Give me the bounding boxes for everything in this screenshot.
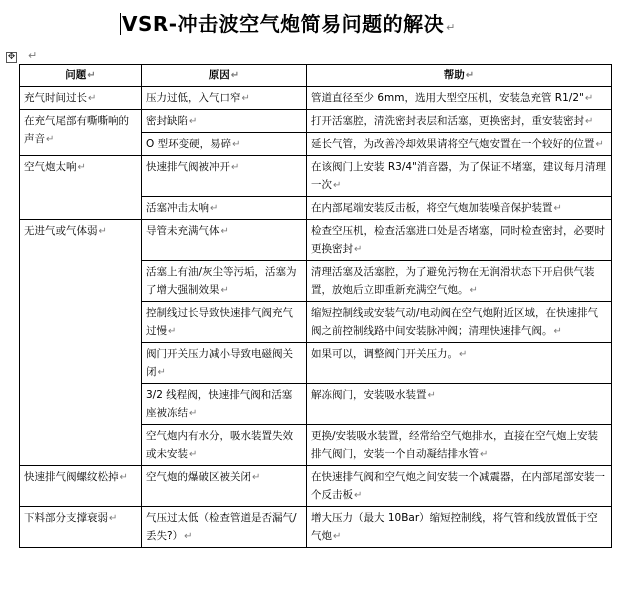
paragraph-mark-icon: ↵: [28, 49, 38, 62]
text-cursor: [120, 13, 121, 35]
cause-cell: 压力过低，入气口窄↵: [142, 87, 307, 110]
help-cell: 在内部尾端安装反击板，将空气炮加装噪音保护装置↵: [307, 197, 612, 220]
title-text: VSR-冲击波空气炮简易问题的解决: [122, 12, 445, 36]
cause-cell: 密封缺陷↵: [142, 110, 307, 133]
cause-cell: 气压过太低（检查管道是否漏气/丢失?）↵: [142, 507, 307, 548]
help-cell: 延长气管，为改善冷却效果请将空气炮安置在一个较好的位置↵: [307, 133, 612, 156]
help-cell: 打开活塞腔，清洗密封表层和活塞，更换密封，重安装密封↵: [307, 110, 612, 133]
problem-cell: 下料部分支撑衰弱↵: [20, 507, 142, 548]
table-row: [20, 156, 612, 197]
help-cell: 更换/安装吸水装置，经常给空气炮排水，直接在空气炮上安装排气阀门，安装一个自动凝结排水管↵: [307, 425, 612, 466]
cause-cell: 快速排气阀被冲开↵: [142, 156, 307, 197]
table-row: [20, 507, 612, 548]
cause-cell: O 型环变硬，易碎↵: [142, 133, 307, 156]
header-cause: 原因↵: [142, 65, 307, 87]
help-cell: 解冻阀门，安装吸水装置↵: [307, 384, 612, 425]
cause-cell: 空气炮内有水分，吸水装置失效或未安装↵: [142, 425, 307, 466]
paragraph-mark-icon: ↵: [446, 21, 456, 34]
cause-cell: 控制线过长导致快速排气阀充气过慢↵: [142, 302, 307, 343]
table-header-row: [20, 65, 612, 87]
help-cell: 如果可以，调整阀门开关压力。↵: [307, 343, 612, 384]
problem-cell: 空气炮太响↵: [20, 156, 142, 220]
header-help: 帮助↵: [307, 65, 612, 87]
problem-cell: 无进气或气体弱↵: [20, 220, 142, 466]
problem-cell: 快速排气阀螺纹松掉↵: [20, 466, 142, 507]
table-row: [20, 466, 612, 507]
table-body: [20, 87, 612, 548]
table-row: [20, 220, 612, 261]
cause-cell: 活塞上有油/灰尘等污垢，活塞为了增大强制效果↵: [142, 261, 307, 302]
help-cell: 管道直径至少 6mm，选用大型空压机，安装急充管 R1/2"↵: [307, 87, 612, 110]
cause-cell: 3/2 线程阀，快速排气阀和活塞座被冻结↵: [142, 384, 307, 425]
header-problem: 问题↵: [20, 65, 142, 87]
table-row: [20, 110, 612, 133]
help-cell: 清理活塞及活塞腔，为了避免污物在无润滑状态下开启供气装置，放炮后立即重新充满空气炮。↵: [307, 261, 612, 302]
help-cell: 在该阀门上安装 R3/4"消音器，为了保证不堵塞，建议每月清理一次↵: [307, 156, 612, 197]
cause-cell: 空气炮的爆破区被关闭↵: [142, 466, 307, 507]
problem-cell: 充气时间过长↵: [20, 87, 142, 110]
cause-cell: 导管未充满气体↵: [142, 220, 307, 261]
table-row: [20, 87, 612, 110]
document-title: [120, 8, 456, 37]
cause-cell: 活塞冲击太响↵: [142, 197, 307, 220]
cause-cell: 阀门开关压力减小导致电磁阀关闭↵: [142, 343, 307, 384]
help-cell: 缩短控制线或安装气动/电动阀在空气炮附近区域，在快速排气阀之前控制线路中间安装脉冲阀；清理快速排气阀。↵: [307, 302, 612, 343]
problem-cell: 在充气尾部有嘶嘶响的声音↵: [20, 110, 142, 156]
help-cell: 检查空压机，检查活塞进口处是否堵塞，同时检查密封，必要时更换密封↵: [307, 220, 612, 261]
help-cell: 增大压力（最大 10Bar）缩短控制线，将气管和线放置低于空气炮↵: [307, 507, 612, 548]
table-move-handle-icon[interactable]: ✥: [7, 52, 16, 62]
problem-table: [19, 64, 612, 548]
help-cell: 在快速排气阀和空气炮之间安装一个减震器，在内部尾部安装一个反击板↵: [307, 466, 612, 507]
